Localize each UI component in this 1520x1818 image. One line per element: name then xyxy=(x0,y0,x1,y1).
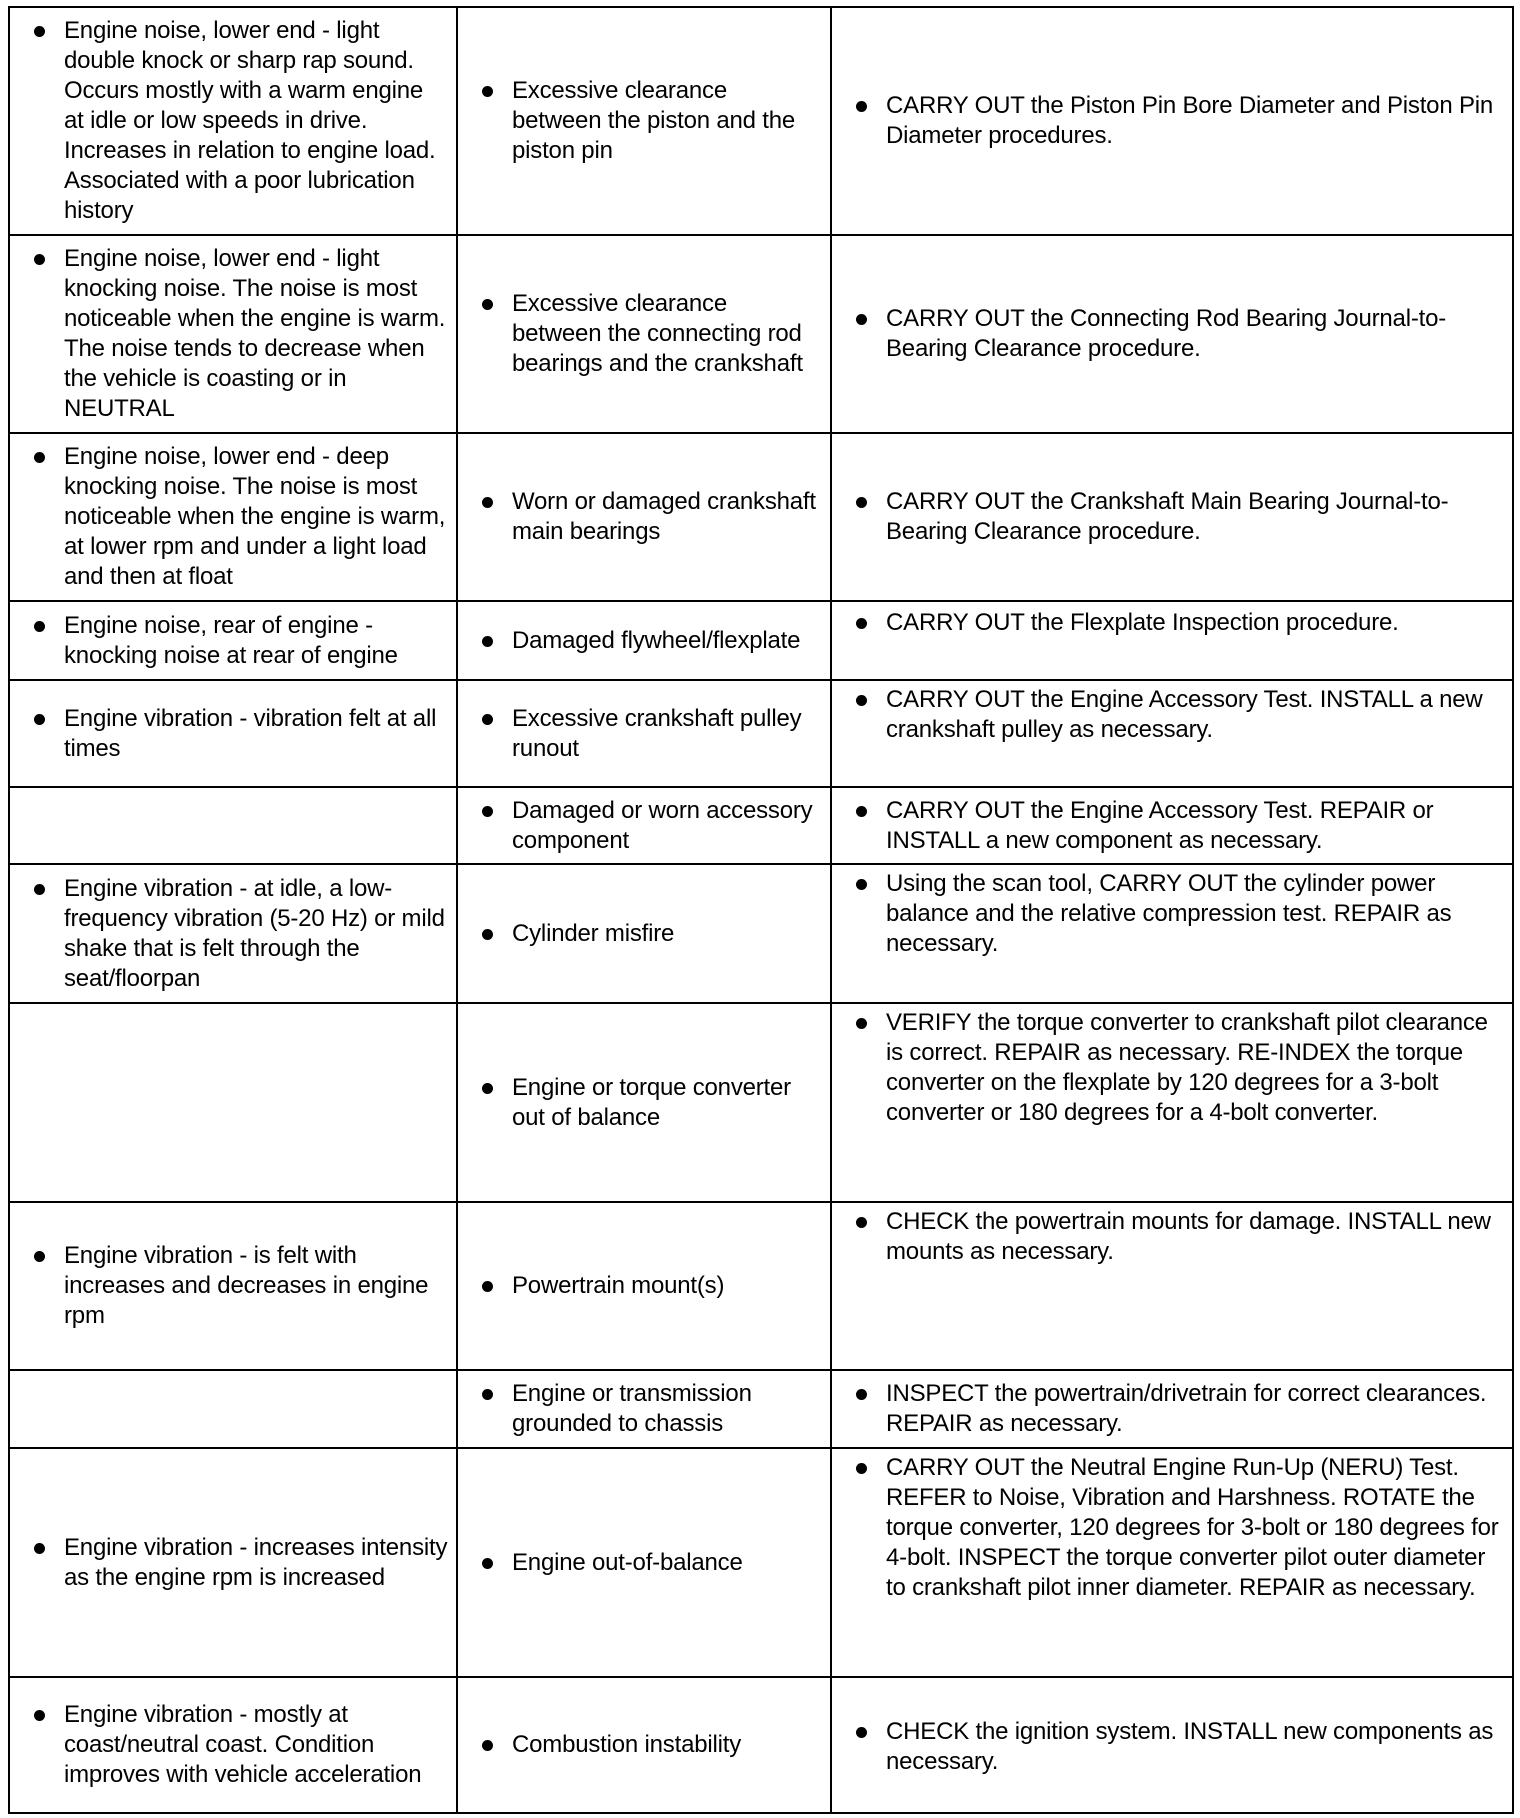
cause-cell xyxy=(457,7,831,235)
action-text: CHECK the ignition system. INSTALL new components as necessary. xyxy=(840,1717,1504,1777)
action-text: CHECK the powertrain mounts for damage. INSTALL new mounts as necessary. xyxy=(840,1207,1504,1267)
symptom-text: Engine vibration - is felt with increases and decreases in engine rpm xyxy=(18,1241,448,1331)
table-row xyxy=(9,1003,1513,1202)
cause-cell xyxy=(457,1448,831,1677)
cause-cell xyxy=(457,235,831,433)
action-text: CARRY OUT the Crankshaft Main Bearing Journal-to-Bearing Clearance procedure. xyxy=(840,487,1504,547)
symptom-cell xyxy=(9,864,457,1003)
table-row xyxy=(9,1370,1513,1448)
action-text: VERIFY the torque converter to crankshaft pilot clearance is correct. REPAIR as necessary. RE-INDEX the torque converter on the flexplate by 120 degrees for a 3-bolt converter or 180 degrees for a 4-bolt converter. xyxy=(840,1008,1504,1128)
table-row xyxy=(9,7,1513,235)
symptom-cell xyxy=(9,235,457,433)
action-cell xyxy=(831,235,1513,433)
action-cell xyxy=(831,7,1513,235)
action-cell xyxy=(831,864,1513,1003)
action-text: CARRY OUT the Piston Pin Bore Diameter and Piston Pin Diameter procedures. xyxy=(840,91,1504,151)
symptom-cell xyxy=(9,1202,457,1370)
symptom-cell xyxy=(9,7,457,235)
symptom-text: Engine noise, lower end - light double knock or sharp rap sound. Occurs mostly with a warm engine at idle or low speeds in drive. Increases in relation to engine load. Associated with a poor lubrication history xyxy=(18,16,448,226)
symptom-cell xyxy=(9,787,457,864)
table-row xyxy=(9,1202,1513,1370)
cause-cell xyxy=(457,864,831,1003)
cause-text: Damaged flywheel/flexplate xyxy=(466,626,822,656)
cause-cell xyxy=(457,1370,831,1448)
cause-text: Damaged or worn accessory component xyxy=(466,796,822,856)
symptom-text: Engine noise, lower end - deep knocking noise. The noise is most noticeable when the engine is warm, at lower rpm and under a light load and then at float xyxy=(18,442,448,592)
table-row xyxy=(9,680,1513,787)
cause-cell xyxy=(457,601,831,680)
action-cell xyxy=(831,787,1513,864)
cause-text: Engine or transmission grounded to chassis xyxy=(466,1379,822,1439)
cause-cell xyxy=(457,787,831,864)
cause-cell xyxy=(457,1202,831,1370)
symptom-chart-table xyxy=(8,6,1514,1814)
cause-text: Engine out-of-balance xyxy=(466,1548,822,1578)
symptom-text: Engine vibration - mostly at coast/neutral coast. Condition improves with vehicle acceleration xyxy=(18,1700,448,1790)
action-text: INSPECT the powertrain/drivetrain for correct clearances. REPAIR as necessary. xyxy=(840,1379,1504,1439)
symptom-cell xyxy=(9,433,457,601)
action-cell xyxy=(831,1003,1513,1202)
symptom-cell xyxy=(9,1677,457,1813)
cause-text: Engine or torque converter out of balance xyxy=(466,1073,822,1133)
action-cell xyxy=(831,1448,1513,1677)
action-cell xyxy=(831,433,1513,601)
action-cell xyxy=(831,1677,1513,1813)
symptom-cell xyxy=(9,1448,457,1677)
symptom-cell xyxy=(9,1370,457,1448)
cause-text: Excessive crankshaft pulley runout xyxy=(466,704,822,764)
table-row xyxy=(9,787,1513,864)
symptom-text: Engine vibration - increases intensity as the engine rpm is increased xyxy=(18,1533,448,1593)
table-row xyxy=(9,433,1513,601)
symptom-text: Engine vibration - vibration felt at all times xyxy=(18,704,448,764)
symptom-text: Engine noise, lower end - light knocking noise. The noise is most noticeable when the engine is warm. The noise tends to decrease when the vehicle is coasting or in NEUTRAL xyxy=(18,244,448,424)
action-text: Using the scan tool, CARRY OUT the cylinder power balance and the relative compression test. REPAIR as necessary. xyxy=(840,869,1504,959)
action-cell xyxy=(831,680,1513,787)
table-row xyxy=(9,864,1513,1003)
table-row xyxy=(9,1448,1513,1677)
symptom-cell xyxy=(9,680,457,787)
cause-text: Combustion instability xyxy=(466,1730,822,1760)
table-row xyxy=(9,601,1513,680)
table-row xyxy=(9,235,1513,433)
symptom-text: Engine vibration - at idle, a low-frequency vibration (5-20 Hz) or mild shake that is felt through the seat/floorpan xyxy=(18,874,448,994)
symptom-cell xyxy=(9,601,457,680)
cause-cell xyxy=(457,433,831,601)
cause-text: Excessive clearance between the piston and the piston pin xyxy=(466,76,822,166)
action-text: CARRY OUT the Engine Accessory Test. INSTALL a new crankshaft pulley as necessary. xyxy=(840,685,1504,745)
action-cell xyxy=(831,601,1513,680)
action-text: CARRY OUT the Connecting Rod Bearing Journal-to-Bearing Clearance procedure. xyxy=(840,304,1504,364)
action-text: CARRY OUT the Flexplate Inspection procedure. xyxy=(840,608,1504,638)
cause-cell xyxy=(457,680,831,787)
symptom-text: Engine noise, rear of engine - knocking noise at rear of engine xyxy=(18,611,448,671)
action-text: CARRY OUT the Engine Accessory Test. REPAIR or INSTALL a new component as necessary. xyxy=(840,796,1504,856)
action-cell xyxy=(831,1202,1513,1370)
cause-text: Excessive clearance between the connecting rod bearings and the crankshaft xyxy=(466,289,822,379)
action-text: CARRY OUT the Neutral Engine Run-Up (NERU) Test. REFER to Noise, Vibration and Harshness. ROTATE the torque converter, 120 degrees for 3-bolt or 180 degrees for 4-bolt. INSPECT the torque converter pilot outer diameter to crankshaft pilot inner diameter. REPAIR as necessary. xyxy=(840,1453,1504,1603)
action-cell xyxy=(831,1370,1513,1448)
symptom-cell xyxy=(9,1003,457,1202)
cause-cell xyxy=(457,1677,831,1813)
cause-cell xyxy=(457,1003,831,1202)
cause-text: Powertrain mount(s) xyxy=(466,1271,822,1301)
cause-text: Worn or damaged crankshaft main bearings xyxy=(466,487,822,547)
cause-text: Cylinder misfire xyxy=(466,919,822,949)
table-row xyxy=(9,1677,1513,1813)
